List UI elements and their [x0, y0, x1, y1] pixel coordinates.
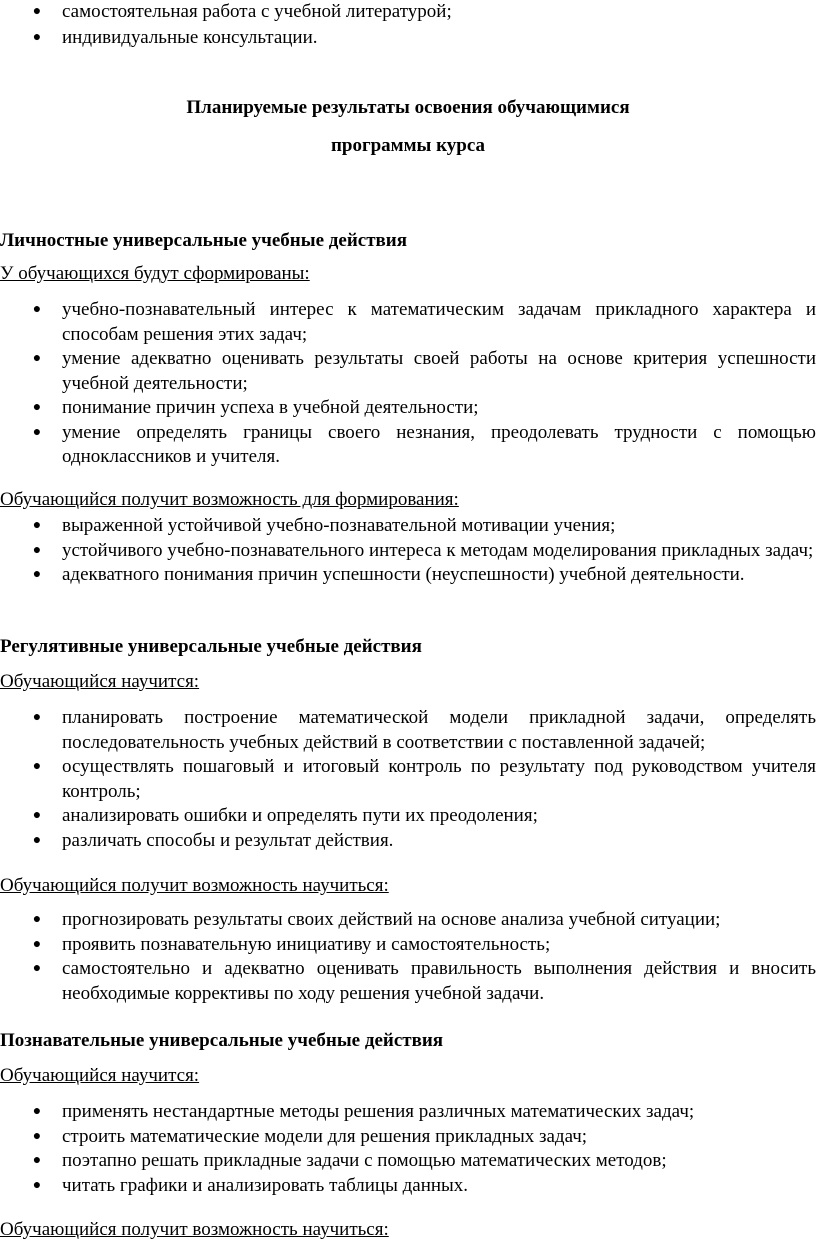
personal-list-1	[0, 298, 816, 470]
list-item: ● прогнозировать результаты своих действий на основе анализа учебной ситуации;	[0, 908, 816, 933]
list-item: ● различать способы и результат действия.	[0, 829, 816, 854]
page-title-line1: Планируемые результаты освоения обучающимися	[186, 97, 630, 118]
list-item: ● проявить познавательную инициативу и самостоятельность;	[0, 933, 816, 958]
list-item: ● самостоятельно и адекватно оценивать правильность выполнения действия и вносить необходимые коррективы по ходу решения учебной задачи.	[0, 957, 816, 1006]
bullet-icon: ●	[32, 759, 42, 774]
list-item: ● понимание причин успеха в учебной деятельности;	[0, 396, 816, 421]
list-item: ● устойчивого учебно-познавательного интереса к методам моделирования прикладных задач;	[0, 539, 816, 564]
list-item: ● адекватного понимания причин успешности (неуспешности) учебной деятельности.	[0, 563, 816, 588]
bullet-icon: ●	[32, 961, 42, 976]
bullet-icon: ●	[32, 542, 42, 558]
list-item: ● выраженной устойчивой учебно-познавательной мотивации учения;	[0, 514, 816, 539]
list-item: ● индивидуальные консультации.	[0, 26, 816, 51]
list-item: ● анализировать ошибки и определять пути их преодоления;	[0, 804, 816, 829]
regulatory-list-2	[0, 908, 816, 1006]
section-heading-personal: Личностные универсальные учебные действия	[0, 230, 408, 251]
bullet-icon: ●	[32, 518, 42, 533]
bullet-icon: ●	[32, 832, 42, 848]
bullet-icon: ●	[32, 1128, 42, 1144]
list-item: ● умение адекватно оценивать результаты своей работы на основе критерия успешности учебной деятельности;	[0, 347, 816, 396]
list-item: ● учебно-познавательный интерес к математическим задачам прикладного характера и способам решения этих задач;	[0, 298, 816, 347]
subheading-cognitive-opportunity: Обучающийся получит возможность научиться:	[0, 1219, 389, 1240]
bullet-icon: ●	[32, 4, 42, 19]
list-item: ● применять нестандартные методы решения различных математических задач;	[0, 1100, 816, 1125]
bullet-icon: ●	[32, 400, 42, 415]
bullet-icon: ●	[32, 567, 42, 582]
list-item: ● планировать построение математической модели прикладной задачи, определять последовательность учебных действий в соответствии с поставленной задачей;	[0, 706, 816, 755]
subheading-regulatory-learn: Обучающийся научится:	[0, 671, 200, 692]
bullet-icon: ●	[32, 424, 42, 440]
page-title-line2: программы курса	[330, 135, 486, 156]
subheading-cognitive-learn: Обучающийся научится:	[0, 1065, 200, 1086]
subheading-personal-formed: У обучающихся будут сформированы:	[0, 263, 310, 284]
personal-list-2	[0, 514, 816, 588]
bullet-icon: ●	[32, 351, 42, 366]
bullet-icon: ●	[32, 1153, 42, 1168]
bullet-icon: ●	[32, 1177, 42, 1193]
section-heading-regulatory: Регулятивные универсальные учебные действия	[0, 636, 422, 657]
list-item: ● строить математические модели для решения прикладных задач;	[0, 1125, 816, 1150]
cognitive-list-1	[0, 1100, 816, 1198]
top-list	[0, 0, 816, 50]
section-heading-cognitive: Познавательные универсальные учебные действия	[0, 1030, 444, 1051]
list-item: ● поэтапно решать прикладные задачи с помощью математических методов;	[0, 1149, 816, 1174]
regulatory-list-1	[0, 706, 816, 853]
bullet-icon: ●	[32, 1104, 42, 1119]
bullet-icon: ●	[32, 936, 42, 952]
subheading-regulatory-opportunity: Обучающийся получит возможность научиться:	[0, 875, 389, 896]
bullet-icon: ●	[32, 808, 42, 823]
list-item: ● умение определять границы своего незнания, преодолевать трудности с помощью одноклассников и учителя.	[0, 421, 816, 470]
list-item: ● осуществлять пошаговый и итоговый контроль по результату под руководством учителя контроль;	[0, 755, 816, 804]
bullet-icon: ●	[32, 912, 42, 927]
bullet-icon: ●	[32, 710, 42, 725]
list-item: ● самостоятельная работа с учебной литературой;	[0, 0, 816, 25]
bullet-icon: ●	[32, 29, 42, 45]
bullet-icon: ●	[32, 302, 42, 317]
list-item: ● читать графики и анализировать таблицы данных.	[0, 1174, 816, 1199]
subheading-personal-opportunity: Обучающийся получит возможность для формирования:	[0, 489, 459, 510]
